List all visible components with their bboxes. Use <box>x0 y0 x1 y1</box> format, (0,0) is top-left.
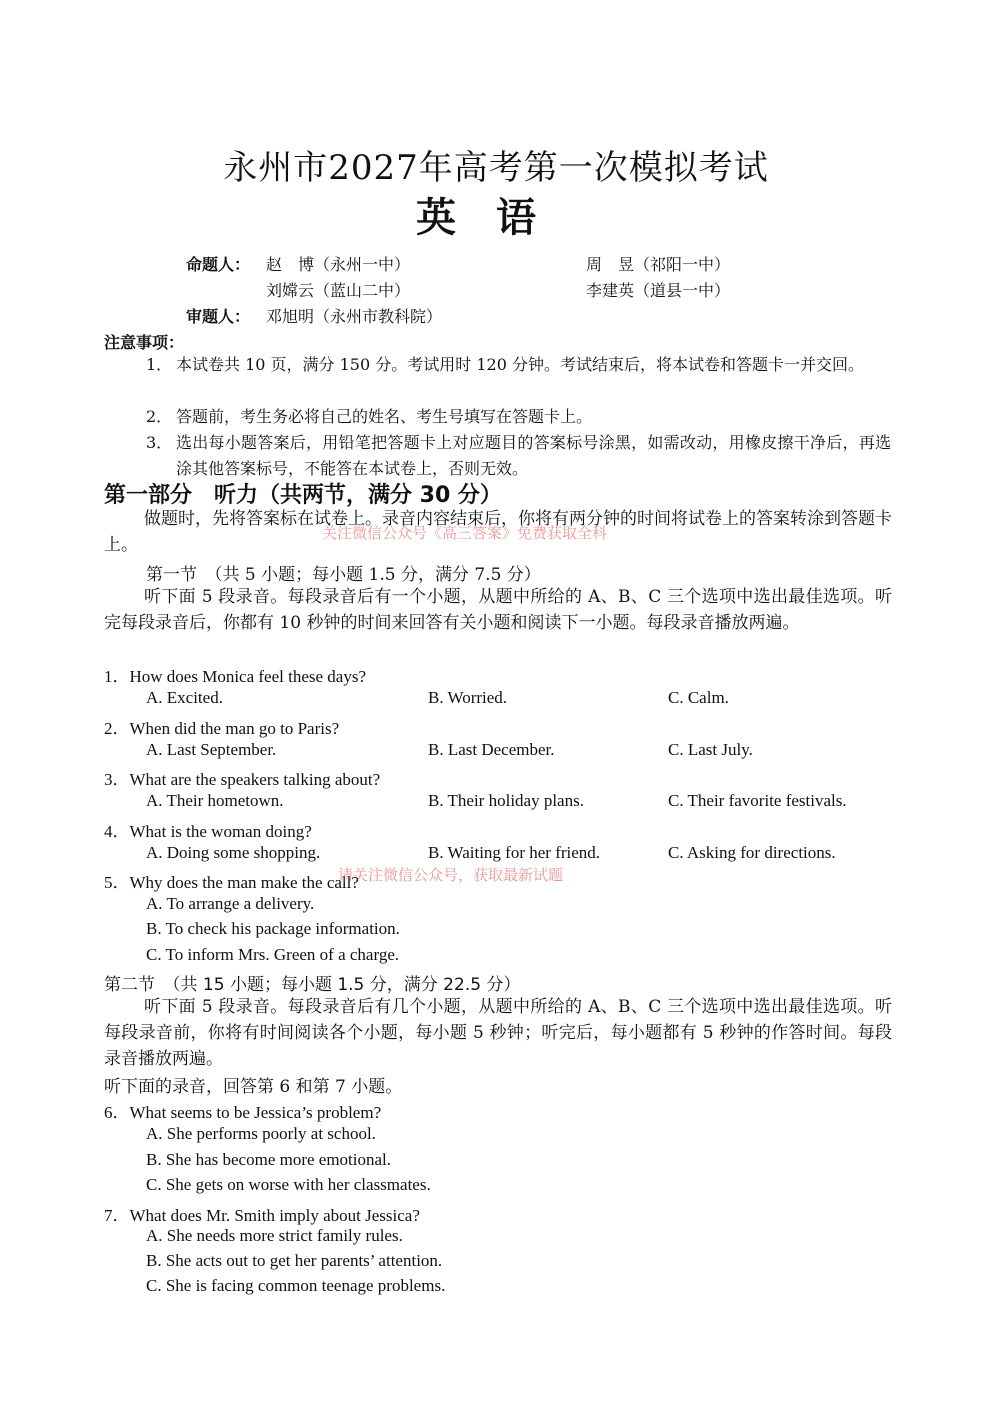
note-text: 选出每小题答案后，用铅笔把答题卡上对应题目的答案标号涂黑，如需改动，用橡皮擦干净后，再选涂其他答案标号，不能答在本试卷上，否则无效。 <box>176 433 891 478</box>
note-item <box>146 430 891 482</box>
question-text: When did the man go to Paris? <box>129 719 340 738</box>
option-a: A. She needs more strict family rules. <box>146 1226 403 1245</box>
section1-heading: 第一节 （共 5 小题；每小题 1.5 分，满分 7.5 分） <box>146 565 541 585</box>
question-text: How does Monica feel these days? <box>129 667 367 686</box>
option-c: C. Their favorite festivals. <box>668 791 847 810</box>
option-b: B. To check his package information. <box>146 919 400 938</box>
option-b: B. Waiting for her friend. <box>428 843 601 862</box>
question-text: Why does the man make the call? <box>129 873 359 892</box>
reviewer-label: 审题人： <box>186 307 251 326</box>
question-number: 7． <box>104 1206 130 1225</box>
note-number: 2． <box>146 407 173 426</box>
part1-intro: 做题时，先将答案标在试卷上。录音内容结束后，你将有两分钟的时间将试卷上的答案转涂到答题卡上。 <box>104 509 892 555</box>
option-b: B. Worried. <box>428 688 508 707</box>
option-b: B. Their holiday plans. <box>428 791 584 810</box>
question-5 <box>104 868 359 893</box>
option-c: C. To inform Mrs. Green of a charge. <box>146 945 400 964</box>
part1-heading: 第一部分 听力（共两节，满分 30 分） <box>104 483 502 508</box>
option-a: A. To arrange a delivery. <box>146 894 315 913</box>
option-c: C. Calm. <box>668 688 729 707</box>
question-2 <box>104 714 339 739</box>
setter-2: 周 昱（祁阳一中） <box>586 255 731 274</box>
question-3 <box>104 765 380 790</box>
section2-instruction: 听下面的录音，回答第 6 和第 7 小题。 <box>104 1077 403 1097</box>
option-a: A. Their hometown. <box>146 791 284 810</box>
option-c: C. Asking for directions. <box>668 843 836 862</box>
note-text: 本试卷共 10 页，满分 150 分。考试用时 120 分钟。考试结束后，将本试卷和答题卡一并交回。 <box>176 355 864 374</box>
question-number: 3． <box>104 770 130 789</box>
option-a: A. Excited. <box>146 688 223 707</box>
question-text: What does Mr. Smith imply about Jessica? <box>129 1206 420 1225</box>
note-item <box>146 352 891 378</box>
option-b: B. Last December. <box>428 740 555 759</box>
reviewer: 邓旭明（永州市教科院） <box>266 307 443 326</box>
setter-3: 刘嫦云（蓝山二中） <box>266 281 411 300</box>
question-text: What are the speakers talking about? <box>129 770 381 789</box>
exam-title: 永州市2027年高考第一次模拟考试 <box>223 148 769 188</box>
watermark-text: 请关注微信公众号，获取最新试题 <box>338 866 564 884</box>
setter-label: 命题人： <box>186 255 251 274</box>
note-number: 3． <box>146 433 173 452</box>
setter-1: 赵 博（永州一中） <box>266 255 411 274</box>
option-a: A. Doing some shopping. <box>146 843 321 862</box>
question-text: What seems to be Jessica’s problem? <box>129 1103 382 1122</box>
section2-intro: 听下面 5 段录音。每段录音后有几个小题，从题中所给的 A、B、C 三个选项中选出最佳选项。听每段录音前，你将有时间阅读各个小题，每小题 5 秒钟；听完后，每小题都有 5 秒钟的作答时间。每段录音播放两遍。 <box>104 997 892 1069</box>
section1-intro: 听下面 5 段录音。每段录音后有一个小题，从题中所给的 A、B、C 三个选项中选出最佳选项。听完每段录音后，你都有 10 秒钟的时间来回答有关小题和阅读下一小题。每段录音播放两遍。 <box>104 587 892 633</box>
note-number: 1． <box>146 355 173 374</box>
question-number: 5． <box>104 873 130 892</box>
question-text: What is the woman doing? <box>129 822 312 841</box>
question-number: 1． <box>104 667 130 686</box>
question-number: 2． <box>104 719 130 738</box>
setter-4: 李建英（道县一中） <box>586 281 731 300</box>
question-1 <box>104 662 366 687</box>
option-a: A. Last September. <box>146 740 277 759</box>
option-b: B. She acts out to get her parents’ attention. <box>146 1251 443 1270</box>
option-a: A. She performs poorly at school. <box>146 1124 376 1143</box>
option-c: C. She gets on worse with her classmates. <box>146 1175 431 1194</box>
question-number: 4． <box>104 822 130 841</box>
question-4 <box>104 817 312 842</box>
option-c: C. She is facing common teenage problems. <box>146 1276 446 1295</box>
question-7 <box>104 1201 420 1226</box>
option-c: C. Last July. <box>668 740 753 759</box>
note-item <box>146 404 891 430</box>
section2-heading: 第二节 （共 15 小题；每小题 1.5 分，满分 22.5 分） <box>104 975 521 995</box>
exam-subject: 英语 <box>416 195 576 241</box>
question-number: 6． <box>104 1103 130 1122</box>
question-6 <box>104 1098 381 1123</box>
option-b: B. She has become more emotional. <box>146 1150 392 1169</box>
note-text: 答题前，考生务必将自己的姓名、考生号填写在答题卡上。 <box>176 407 593 426</box>
watermark-text: 关注微信公众号《高三答案》免费获取全科 <box>322 524 608 542</box>
notes-title: 注意事项： <box>104 333 185 352</box>
